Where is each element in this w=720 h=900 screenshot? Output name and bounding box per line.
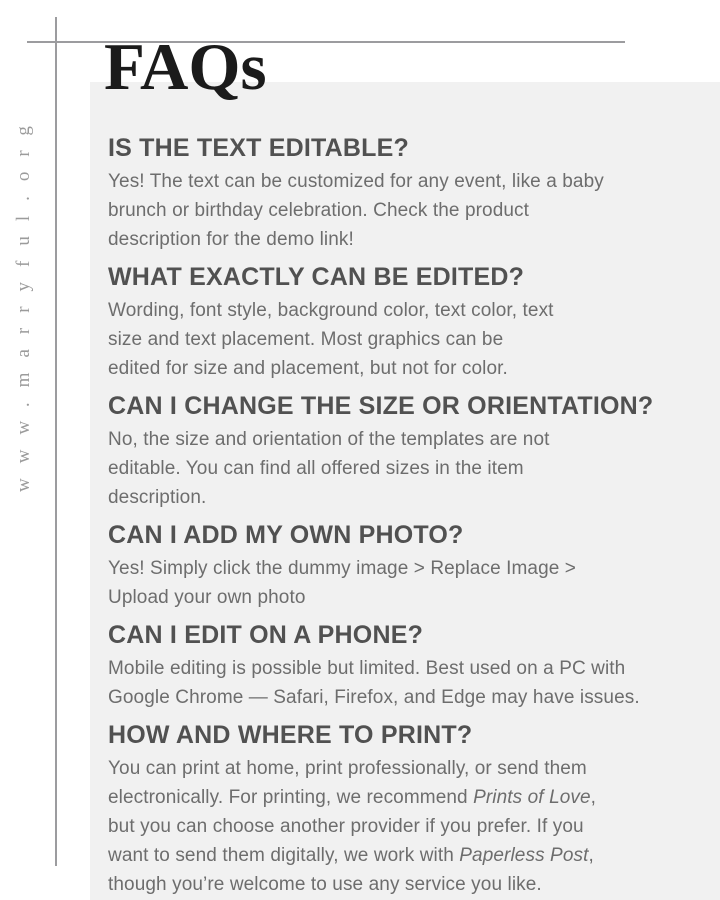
faq-question: WHAT EXACTLY CAN BE EDITED? (108, 263, 525, 291)
faq-answer (108, 754, 708, 899)
faq-section (108, 521, 708, 612)
answer-line: description. (108, 487, 207, 508)
answer-line: though you’re welcome to use any service you like. (108, 874, 542, 895)
faq-answer (108, 654, 708, 712)
answer-line: brunch or birthday celebration. Check the product (108, 200, 530, 221)
answer-line: want to send them digitally, we work with Paperless Post, (108, 845, 594, 866)
answer-line: electronically. For printing, we recommend Prints of Love, (108, 787, 597, 808)
faq-answer (108, 554, 708, 612)
faq-question: CAN I ADD MY OWN PHOTO? (108, 521, 464, 549)
answer-line: Yes! Simply click the dummy image > Replace Image > (108, 558, 576, 579)
faq-question: IS THE TEXT EDITABLE? (108, 134, 409, 162)
answer-line: description for the demo link! (108, 229, 354, 250)
faq-answer (108, 167, 708, 254)
answer-line: No, the size and orientation of the templates are not (108, 429, 550, 450)
faq-section (108, 392, 708, 512)
answer-line: Mobile editing is possible but limited. Best used on a PC with (108, 658, 626, 679)
website-watermark: www.marryful.org (13, 111, 34, 492)
page-title: FAQs (104, 30, 267, 104)
answer-line: Wording, font style, background color, text color, text (108, 300, 554, 321)
answer-line: Upload your own photo (108, 587, 306, 608)
faq-section (108, 621, 708, 712)
answer-line: edited for size and placement, but not for color. (108, 358, 508, 379)
answer-line: size and text placement. Most graphics can be (108, 329, 504, 350)
faq-answer (108, 296, 708, 383)
faq-section (108, 134, 708, 254)
vertical-guide-line (55, 17, 57, 866)
faq-question: CAN I EDIT ON A PHONE? (108, 621, 424, 649)
faq-question: HOW AND WHERE TO PRINT? (108, 721, 473, 749)
faq-question: CAN I CHANGE THE SIZE OR ORIENTATION? (108, 392, 654, 420)
faq-list (108, 134, 708, 900)
answer-line: You can print at home, print professionally, or send them (108, 758, 587, 779)
faq-section (108, 721, 708, 899)
answer-line: Google Chrome — Safari, Firefox, and Edge may have issues. (108, 687, 640, 708)
answer-line: Yes! The text can be customized for any event, like a baby (108, 171, 604, 192)
faq-section (108, 263, 708, 383)
answer-line: but you can choose another provider if you prefer. If you (108, 816, 584, 837)
faq-answer (108, 425, 708, 512)
answer-line: editable. You can find all offered sizes in the item (108, 458, 524, 479)
